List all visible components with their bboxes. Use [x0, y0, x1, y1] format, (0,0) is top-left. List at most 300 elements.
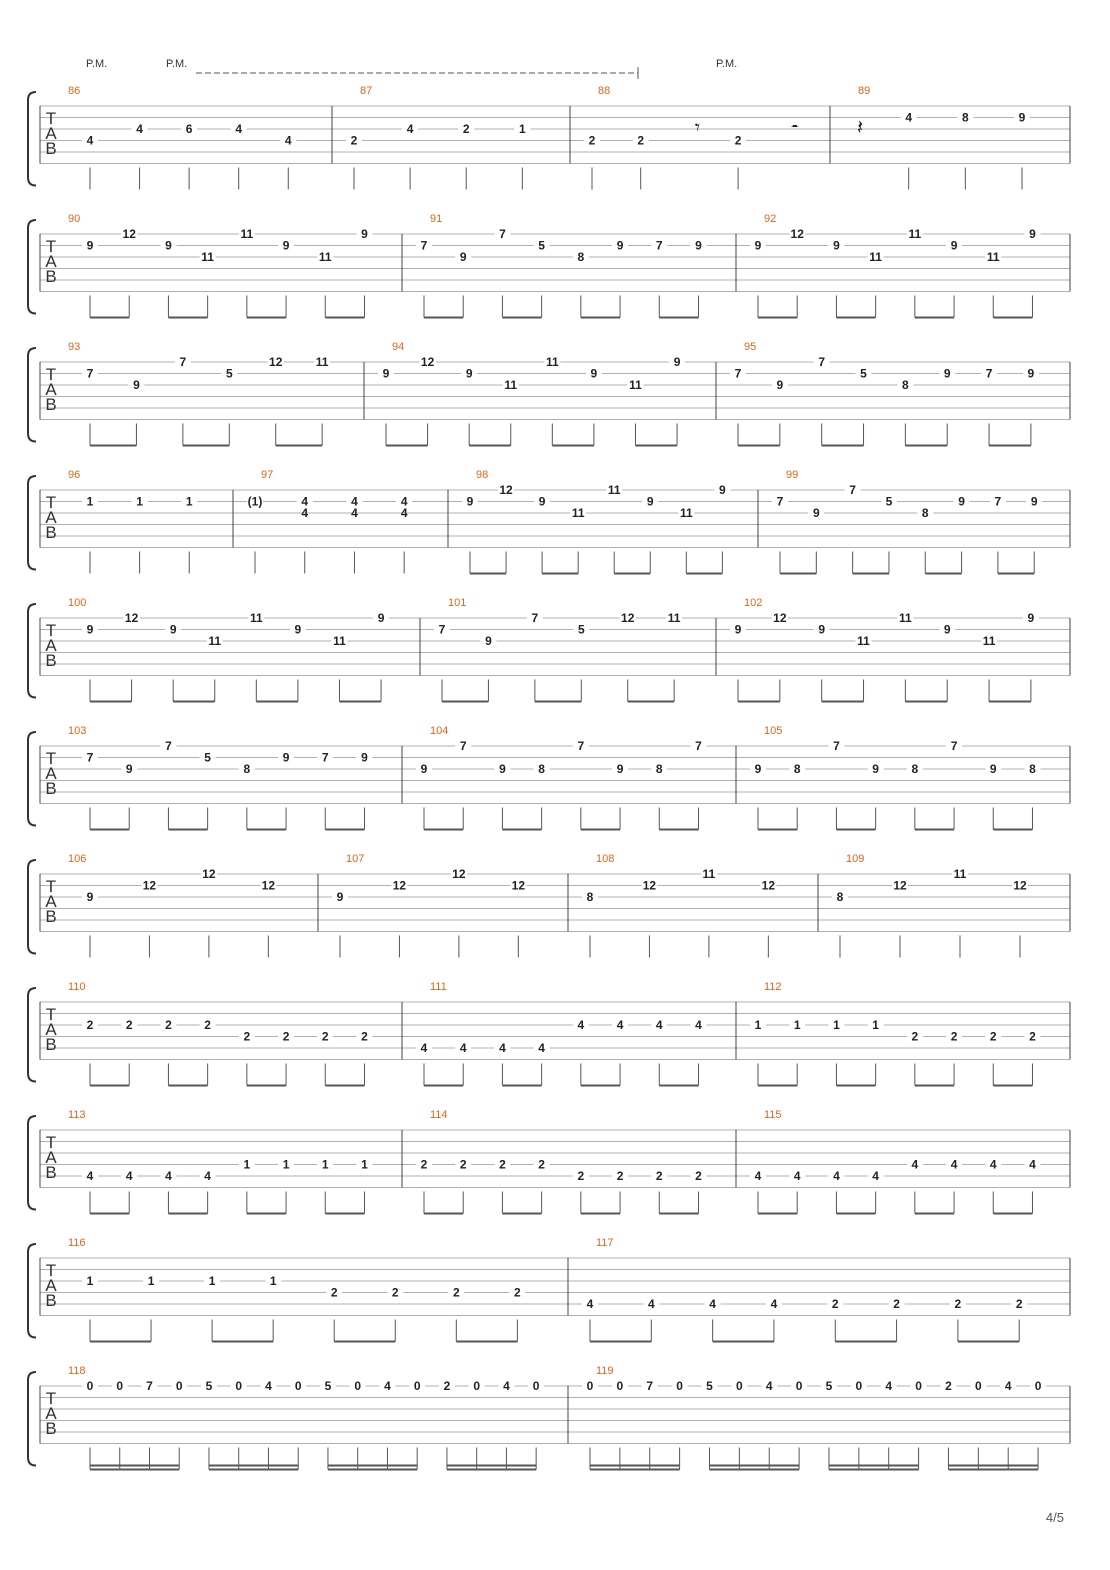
fret-number: 2	[443, 1379, 451, 1393]
fret-number: 8	[577, 250, 585, 264]
measure-number: 115	[764, 1109, 782, 1121]
fret-number: 2	[1015, 1297, 1023, 1311]
fret-number: 11	[629, 378, 642, 392]
fret-number: 4	[577, 1018, 585, 1032]
fret-number: 2	[165, 1018, 172, 1032]
measure-number: 116	[68, 1237, 86, 1249]
fret-number: 7	[165, 739, 172, 753]
measure-number: 94	[392, 341, 405, 353]
fret-number: 12	[124, 611, 139, 625]
fret-number: 1	[872, 1018, 879, 1032]
fret-number: 9	[958, 494, 965, 509]
fret-number: 11	[545, 355, 559, 369]
fret-number: 9	[499, 762, 506, 776]
fret-number: 7	[179, 355, 187, 369]
measure-number: 86	[68, 85, 81, 97]
fret-number: 9	[818, 622, 826, 637]
fret-number: 7	[646, 1379, 654, 1393]
fret-number: 9	[1018, 110, 1026, 125]
fret-number: 1	[269, 1274, 277, 1288]
fret-number: 9	[1030, 494, 1038, 509]
fret-number: 12	[392, 878, 407, 893]
fret-number: 11	[953, 867, 967, 881]
fret-number: 7	[86, 750, 94, 765]
fret-number: 4	[695, 1018, 702, 1032]
fret-number: 4	[406, 122, 414, 136]
fret-number: 2	[831, 1297, 839, 1311]
fret-number: 7	[577, 739, 585, 753]
fret-number: 12	[773, 611, 787, 625]
measure-number: 114	[430, 1109, 448, 1121]
fret-number: 2	[911, 1029, 919, 1044]
measure-number: 97	[261, 469, 274, 481]
fret-number: 0	[855, 1379, 863, 1393]
fret-number: 5	[885, 494, 893, 509]
measure-number: 87	[360, 85, 373, 97]
fret-number: 7	[146, 1379, 153, 1393]
fret-number: 0	[1034, 1379, 1042, 1393]
tab-clef-letter: A	[45, 124, 57, 143]
fret-number: 2	[282, 1029, 290, 1044]
system-bracket	[28, 1116, 36, 1210]
fret-number: 12	[790, 227, 804, 241]
fret-number: 12	[1013, 878, 1027, 893]
measure-number: 100	[68, 597, 87, 609]
system-bracket	[28, 860, 36, 954]
fret-number: 11	[201, 250, 214, 264]
fret-number: 8	[921, 506, 929, 520]
measure-number: 110	[68, 981, 86, 993]
measure-number: 96	[68, 469, 81, 481]
fret-number: 5	[706, 1379, 713, 1393]
fret-number: 9	[734, 622, 742, 637]
fret-number: 5	[860, 366, 867, 381]
tab-clef-letter: A	[45, 764, 57, 783]
fret-number: 1	[518, 122, 526, 136]
fret-number: 9	[1027, 611, 1035, 625]
fret-number: 7	[695, 739, 702, 753]
fret-number: 2	[577, 1169, 585, 1183]
fret-number: 11	[607, 483, 621, 497]
fret-number: 4	[655, 1018, 663, 1032]
fret-number: 11	[857, 634, 870, 648]
fret-number: 1	[243, 1157, 251, 1172]
fret-number: 11	[240, 227, 254, 241]
fret-number: 4	[586, 1297, 594, 1311]
fret-number: 2	[950, 1029, 958, 1044]
fret-number: 8	[1029, 762, 1036, 776]
tab-clef-letter: T	[45, 1133, 57, 1152]
fret-number: 1	[833, 1018, 840, 1032]
system-bracket	[28, 604, 36, 698]
measure-number: 92	[764, 213, 777, 225]
fret-number: 11	[315, 355, 329, 369]
fret-number: 9	[465, 366, 473, 381]
fret-number: 9	[282, 750, 290, 765]
tab-clef-letter: T	[45, 109, 57, 128]
tab-clef-letter: B	[45, 395, 57, 414]
fret-number: 4	[301, 506, 309, 520]
fret-number: 12	[420, 355, 435, 369]
fret-number: 4	[204, 1169, 211, 1183]
fret-number: 5	[324, 1379, 332, 1393]
tab-clef-letter: A	[45, 1148, 57, 1167]
fret-number: 2	[204, 1018, 211, 1032]
fret-number: 7	[776, 494, 784, 509]
fret-number: 5	[204, 750, 211, 765]
fret-number: 0	[235, 1379, 243, 1393]
fret-number: 4	[284, 133, 292, 148]
fret-number: 2	[637, 133, 645, 148]
fret-number: 7	[438, 622, 446, 637]
fret-number: 2	[243, 1029, 251, 1044]
rest-symbol: 𝄽	[856, 115, 864, 139]
fret-number: 9	[86, 890, 94, 904]
fret-number: 2	[499, 1157, 506, 1172]
fret-number: 9	[872, 762, 879, 776]
tab-clef-letter: B	[45, 1291, 57, 1310]
fret-number: 0	[974, 1379, 982, 1393]
fret-number: 1	[361, 1157, 368, 1172]
fret-number: 11	[318, 250, 332, 264]
fret-number: 9	[420, 762, 428, 776]
fret-number: 1	[86, 494, 94, 509]
tab-clef-letter: A	[45, 892, 57, 911]
fret-number: 1	[793, 1018, 801, 1032]
fret-number: 1	[185, 494, 193, 509]
fret-number: 11	[667, 611, 681, 625]
fret-number: 2	[391, 1285, 399, 1300]
fret-number: 2	[954, 1297, 962, 1311]
system-bracket	[28, 1244, 36, 1338]
fret-number: 0	[175, 1379, 183, 1393]
fret-number: 12	[511, 878, 526, 893]
fret-number: 5	[577, 622, 585, 637]
fret-number: 1	[86, 1274, 94, 1288]
measure-number: 95	[744, 341, 757, 353]
measure-number: 119	[596, 1365, 614, 1377]
tab-clef-letter: B	[45, 779, 57, 798]
fret-number: 7	[950, 739, 958, 753]
fret-number: 0	[86, 1379, 94, 1393]
fret-number: 9	[616, 238, 624, 253]
fret-number: 9	[169, 622, 177, 637]
fret-number: 12	[202, 867, 216, 881]
tab-clef-letter: B	[45, 1163, 57, 1182]
tab-clef-letter: A	[45, 508, 57, 527]
fret-number: 4	[647, 1297, 655, 1311]
system-bracket	[28, 732, 36, 826]
fret-number: 2	[588, 133, 596, 148]
fret-number: 7	[499, 227, 506, 241]
measure-number: 112	[764, 981, 782, 993]
fret-number: 11	[899, 611, 912, 625]
fret-number: 2	[695, 1169, 702, 1183]
system-bracket	[28, 988, 36, 1082]
measure-number: 98	[476, 469, 489, 481]
fret-number: 4	[503, 1379, 510, 1393]
fret-number: 4	[125, 1169, 133, 1183]
fret-number: 4	[301, 494, 309, 509]
fret-number: 0	[116, 1379, 124, 1393]
fret-number: 7	[86, 366, 94, 381]
fret-number: 4	[86, 133, 94, 148]
fret-number: 4	[384, 1379, 391, 1393]
fret-number: 2	[514, 1285, 521, 1300]
tab-clef-letter: T	[45, 493, 57, 512]
fret-number: 11	[869, 250, 882, 264]
rest-symbol: 𝄾	[694, 115, 701, 139]
fret-number: 4	[1004, 1379, 1012, 1393]
tab-clef-letter: A	[45, 1020, 57, 1039]
fret-number: 5	[205, 1379, 213, 1393]
fret-number: 4	[351, 494, 358, 509]
fret-number: 9	[1027, 366, 1035, 381]
tab-clef-letter: A	[45, 252, 57, 271]
fret-number: 0	[676, 1379, 683, 1393]
system-bracket	[28, 220, 36, 314]
tab-clef-letter: B	[45, 523, 57, 542]
fret-number: 4	[616, 1018, 624, 1032]
fret-number: 9	[282, 238, 290, 253]
palm-mute-label: P.M.	[86, 58, 108, 70]
measure-number: 117	[596, 1237, 614, 1249]
fret-number: 4	[770, 1297, 778, 1311]
fret-number: 2	[330, 1285, 338, 1300]
fret-number: 2	[420, 1157, 428, 1172]
fret-number: 0	[413, 1379, 421, 1393]
fret-number: 5	[225, 366, 233, 381]
fret-number: 11	[986, 250, 1000, 264]
tab-clef-letter: B	[45, 1035, 57, 1054]
fret-number: 4	[950, 1157, 958, 1172]
fret-number: 9	[133, 378, 140, 392]
fret-number: 12	[642, 878, 657, 893]
fret-number: 4	[905, 110, 913, 125]
fret-number: 8	[538, 762, 545, 776]
tab-clef-letter: B	[45, 1419, 57, 1438]
tab-clef-letter: T	[45, 237, 57, 256]
fret-number: 9	[989, 762, 997, 776]
measure-number: 109	[846, 853, 865, 865]
fret-number: 2	[989, 1029, 997, 1044]
fret-number: 7	[985, 366, 993, 381]
fret-number: 0	[354, 1379, 362, 1393]
fret-number: 4	[538, 1041, 545, 1055]
fret-number: 12	[452, 867, 466, 881]
fret-number: 4	[265, 1379, 272, 1393]
fret-number: 9	[466, 494, 474, 509]
fret-number: 0	[532, 1379, 540, 1393]
fret-number: 9	[719, 483, 726, 497]
fret-number: 11	[571, 506, 585, 520]
tab-clef-letter: T	[45, 749, 57, 768]
fret-number: 11	[982, 634, 996, 648]
fret-number: 12	[621, 611, 635, 625]
fret-number: 9	[646, 494, 654, 509]
palm-mute-label: P.M.	[716, 58, 738, 70]
fret-number: 2	[893, 1297, 900, 1311]
fret-number: 7	[531, 611, 539, 625]
fret-number: 12	[142, 878, 157, 893]
fret-number: 9	[616, 762, 624, 776]
fret-number: 1	[754, 1018, 762, 1032]
measure-number: 103	[68, 725, 87, 737]
fret-number: 6	[185, 122, 193, 136]
fret-number: 0	[294, 1379, 302, 1393]
fret-number: 2	[734, 133, 742, 148]
fret-number: 9	[459, 250, 467, 264]
fret-number: 12	[261, 878, 276, 893]
measure-number: 104	[430, 725, 449, 737]
fret-number: 4	[765, 1379, 773, 1393]
fret-number: 7	[833, 739, 840, 753]
fret-number: 11	[504, 378, 518, 392]
fret-number: 4	[709, 1297, 716, 1311]
fret-number: 9	[812, 506, 820, 520]
fret-number: 9	[950, 238, 958, 253]
fret-number: 2	[538, 1157, 545, 1172]
fret-number: 9	[538, 494, 546, 509]
fret-number: 9	[165, 238, 172, 253]
measure-number: 99	[786, 469, 799, 481]
measure-number: 113	[68, 1109, 86, 1121]
fret-number: 0	[736, 1379, 743, 1393]
fret-number: 2	[350, 133, 358, 148]
fret-number: 9	[336, 890, 344, 904]
fret-number: 4	[833, 1169, 840, 1183]
fret-number: 1	[147, 1274, 155, 1288]
measure-number: 105	[764, 725, 783, 737]
fret-number: 9	[754, 762, 762, 776]
palm-mute-label: P.M.	[166, 58, 188, 70]
measure-number: 102	[744, 597, 763, 609]
fret-number: 4	[165, 1169, 172, 1183]
fret-number: 12	[499, 483, 513, 497]
fret-number: 9	[361, 750, 368, 765]
measure-number: 88	[598, 85, 611, 97]
fret-number: 0	[586, 1379, 594, 1393]
fret-number: 7	[734, 366, 742, 381]
fret-number: 8	[911, 762, 919, 776]
rest-symbol: 𝄼	[790, 115, 799, 139]
fret-number: 9	[754, 238, 762, 253]
fret-number: 0	[795, 1379, 803, 1393]
fret-number: 4	[793, 1169, 801, 1183]
fret-number: 9	[833, 238, 840, 253]
tab-clef-letter: B	[45, 267, 57, 286]
fret-number: 4	[872, 1169, 879, 1183]
fret-number: 1	[282, 1157, 290, 1172]
fret-number: 1	[208, 1274, 216, 1288]
page-number: 4/5	[1045, 1510, 1064, 1525]
fret-number: 2	[1029, 1029, 1036, 1044]
fret-number: 2	[462, 122, 470, 136]
measure-number: 91	[430, 213, 443, 225]
fret-number: 4	[86, 1169, 94, 1183]
tab-clef-letter: B	[45, 139, 57, 158]
fret-number: 9	[382, 366, 390, 381]
fret-number: 9	[361, 227, 368, 241]
fret-number: 11	[679, 506, 693, 520]
fret-number: 8	[836, 890, 844, 904]
measure-number: 93	[68, 341, 81, 353]
tab-clef-letter: T	[45, 365, 57, 384]
system-bracket	[28, 348, 36, 442]
fret-number: 4	[459, 1041, 467, 1055]
fret-number: 11	[908, 227, 922, 241]
fret-number: 2	[945, 1379, 952, 1393]
fret-number: 11	[702, 867, 716, 881]
fret-number: 7	[655, 238, 663, 253]
tab-clef-letter: T	[45, 1005, 57, 1024]
fret-number: 9	[125, 762, 133, 776]
fret-number: 8	[655, 762, 663, 776]
fret-number: 4	[400, 506, 408, 520]
fret-number: 9	[695, 238, 702, 253]
fret-number: 2	[452, 1285, 460, 1300]
measure-number: 90	[68, 213, 81, 225]
fret-number: (1)	[247, 494, 263, 509]
fret-number: 2	[86, 1018, 94, 1032]
fret-number: 4	[989, 1157, 997, 1172]
fret-number: 0	[915, 1379, 922, 1393]
fret-number: 9	[294, 622, 302, 637]
fret-number: 8	[961, 110, 969, 125]
measure-number: 106	[68, 853, 87, 865]
fret-number: 7	[321, 750, 329, 765]
fret-number: 4	[235, 122, 243, 136]
fret-number: 8	[902, 378, 909, 392]
fret-number: 9	[673, 355, 681, 369]
fret-number: 8	[243, 762, 251, 776]
measure-number: 101	[448, 597, 467, 609]
fret-number: 9	[485, 634, 492, 648]
fret-number: 8	[793, 762, 801, 776]
fret-number: 2	[616, 1169, 624, 1183]
fret-number: 1	[321, 1157, 329, 1172]
measure-number: 111	[430, 981, 447, 993]
fret-number: 5	[538, 238, 545, 253]
fret-number: 7	[849, 483, 856, 497]
fret-number: 5	[825, 1379, 833, 1393]
fret-number: 8	[586, 890, 594, 904]
fret-number: 4	[136, 122, 143, 136]
tab-clef-letter: T	[45, 1389, 57, 1408]
fret-number: 1	[136, 494, 143, 509]
fret-number: 12	[761, 878, 776, 893]
tab-clef-letter: T	[45, 877, 57, 896]
tab-clef-letter: T	[45, 1261, 57, 1280]
tab-clef-letter: A	[45, 1276, 57, 1295]
system-bracket	[28, 92, 36, 186]
fret-number: 4	[1029, 1157, 1036, 1172]
fret-number: 4	[499, 1041, 506, 1055]
fret-number: 7	[459, 739, 467, 753]
fret-number: 11	[333, 634, 346, 648]
fret-number: 7	[818, 355, 826, 369]
fret-number: 2	[459, 1157, 467, 1172]
fret-number: 9	[943, 622, 951, 637]
fret-number: 4	[885, 1379, 893, 1393]
tab-clef-letter: A	[45, 636, 57, 655]
fret-number: 9	[86, 238, 94, 253]
fret-number: 2	[125, 1018, 133, 1032]
measure-number: 108	[596, 853, 615, 865]
measure-number: 89	[858, 85, 871, 97]
system-bracket	[28, 1372, 36, 1466]
tab-clef-letter: T	[45, 621, 57, 640]
